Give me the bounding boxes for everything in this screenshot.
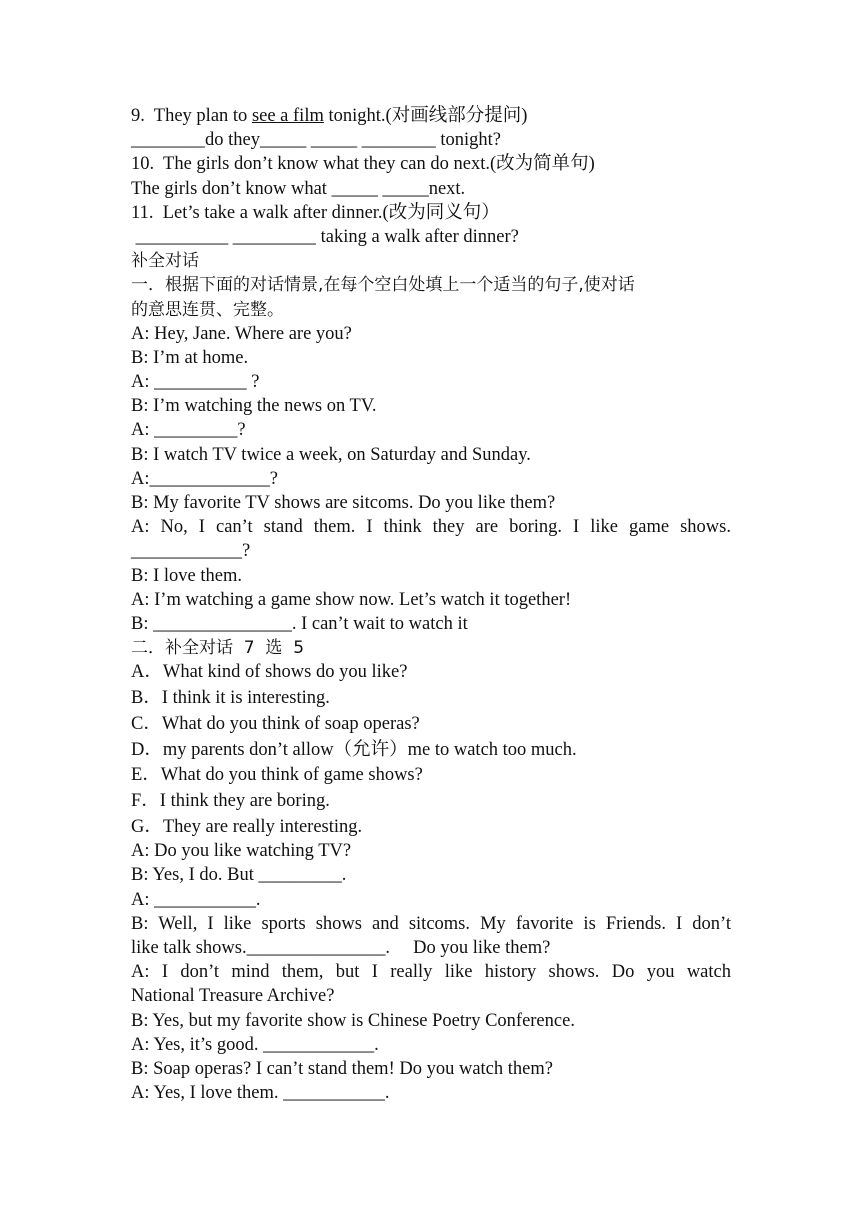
option-item: G．They are really interesting. xyxy=(131,817,363,837)
option-item: D．my parents don’t allow（允许）me to watch too much. xyxy=(131,739,577,760)
dialogue-line: A: I don’t mind them, but I really like history shows. Do you watch xyxy=(131,962,731,983)
question-10: 10. The girls don’t know what they can do next.(改为简单句) xyxy=(131,154,595,175)
dialogue-line: B: I watch TV twice a week, on Saturday and Sunday. xyxy=(131,444,531,465)
dialogue-line: B: Soap operas? I can’t stand them! Do you watch them? xyxy=(131,1058,553,1079)
section-title: 补全对话 xyxy=(131,251,199,272)
part2-title: 二．补全对话 7 选 5 xyxy=(131,638,305,659)
worksheet-page xyxy=(131,104,731,1105)
dialogue-line: B: Yes, but my favorite show is Chinese Poetry Conference. xyxy=(131,1010,575,1031)
option-item: C．What do you think of soap operas? xyxy=(131,713,420,734)
dialogue-line: like talk shows._______________. Do you like them? xyxy=(131,937,551,958)
dialogue-line: A: No, I can’t stand them. I think they are boring. I like game shows. xyxy=(131,517,731,538)
option-item: F．I think they are boring. xyxy=(131,791,330,812)
dialogue-line: A: Yes, I love them. ___________. xyxy=(131,1083,390,1104)
question-11-answer: __________ _________ taking a walk after dinner? xyxy=(131,226,519,247)
dialogue-line: National Treasure Archive? xyxy=(131,986,335,1007)
question-11: 11. Let’s take a walk after dinner.(改为同义句） xyxy=(131,202,500,223)
dialogue-line: A: __________ ? xyxy=(131,372,260,393)
option-item: B．I think it is interesting. xyxy=(131,688,330,709)
question-9-after: tonight.(对画线部分提问) xyxy=(323,106,528,126)
part1-instruction-2: 的意思连贯、完整。 xyxy=(131,299,284,320)
part1-instruction-1: 一．根据下面的对话情景,在每个空白处填上一个适当的句子,使对话 xyxy=(131,275,635,296)
dialogue-line: ____________? xyxy=(131,541,251,562)
dialogue-line: A: Yes, it’s good. ____________. xyxy=(131,1034,379,1055)
dialogue-line: A: Do you like watching TV? xyxy=(131,841,352,862)
dialogue-line: A: _________? xyxy=(131,420,246,441)
question-9 xyxy=(131,104,731,128)
question-9-before: They plan to xyxy=(153,106,252,126)
question-9-number: 9. xyxy=(131,106,145,126)
dialogue-line: B: Yes, I do. But _________. xyxy=(131,865,347,886)
dialogue-line: A: Hey, Jane. Where are you? xyxy=(131,323,352,344)
dialogue-line: B: _______________. I can’t wait to watch it xyxy=(131,613,468,634)
dialogue-line: A:_____________? xyxy=(131,468,278,489)
option-item: A．What kind of shows do you like? xyxy=(131,662,408,683)
dialogue-line: B: My favorite TV shows are sitcoms. Do you like them? xyxy=(131,493,556,513)
question-9-underlined: see a film xyxy=(251,106,324,126)
dialogue-line: A: I’m watching a game show now. Let’s watch it together! xyxy=(131,589,572,610)
dialogue-line: B: I’m watching the news on TV. xyxy=(131,396,377,417)
dialogue-line: B: I love them. xyxy=(131,565,242,586)
option-item: E．What do you think of game shows? xyxy=(131,765,423,786)
dialogue-line: B: Well, I like sports shows and sitcoms. My favorite is Friends. I don’t xyxy=(131,913,731,934)
dialogue-line: B: I’m at home. xyxy=(131,347,249,368)
question-9-answer: ________do they_____ _____ ________ tonight? xyxy=(131,130,501,151)
dialogue-line: A: ___________. xyxy=(131,889,261,910)
question-10-answer: The girls don’t know what _____ _____next. xyxy=(131,178,466,199)
